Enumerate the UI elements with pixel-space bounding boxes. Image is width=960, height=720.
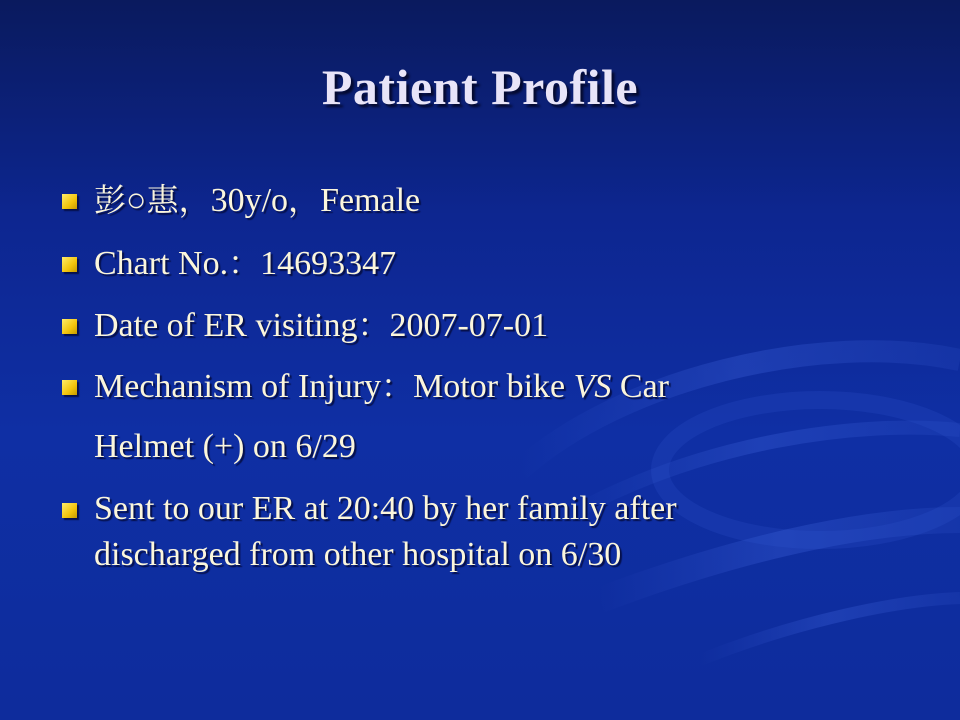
sent-to-er-line-1: Sent to our ER at 20:40 by her family after <box>94 490 677 527</box>
chart-no-value: 14693347 <box>260 245 397 282</box>
bullet-item-chart-no <box>94 240 914 287</box>
patient-sex: Female <box>320 182 421 219</box>
patient-name-char-1: 彭 <box>94 181 127 219</box>
square-bullet-icon <box>62 380 77 395</box>
mechanism-value-a: Motor bike <box>413 368 574 405</box>
patient-name-circle: ○ <box>126 182 147 219</box>
colon: ： <box>381 367 414 405</box>
bullet-item-er-date <box>94 302 914 349</box>
slide-title: Patient Profile <box>321 59 639 115</box>
er-date-label: Date of ER visiting <box>94 307 358 344</box>
mechanism-vs: VS <box>573 368 612 405</box>
square-bullet-icon <box>62 503 77 518</box>
square-bullet-icon <box>62 194 77 209</box>
mechanism-value-b: Car <box>611 368 669 405</box>
square-bullet-icon <box>62 257 77 272</box>
bullet-item-sent-to-er <box>94 486 914 578</box>
separator-comma: ， <box>288 181 321 219</box>
patient-name-char-2: 惠 <box>146 181 179 219</box>
chart-no-label: Chart No. <box>94 245 229 282</box>
square-bullet-icon <box>62 319 77 334</box>
patient-age: 30y/o <box>210 182 289 219</box>
sent-to-er-line-2: discharged from other hospital on 6/30 <box>94 536 622 573</box>
bullet-item-mechanism <box>94 363 914 410</box>
er-date-value: 2007-07-01 <box>389 307 549 344</box>
mechanism-label: Mechanism of Injury <box>94 368 382 405</box>
colon: ： <box>357 306 390 344</box>
separator-comma: ， <box>178 181 211 219</box>
colon: ： <box>228 244 261 282</box>
bullet-item-patient-name <box>94 177 914 224</box>
mechanism-continuation-line: Helmet (+) on 6/29 <box>94 428 356 465</box>
